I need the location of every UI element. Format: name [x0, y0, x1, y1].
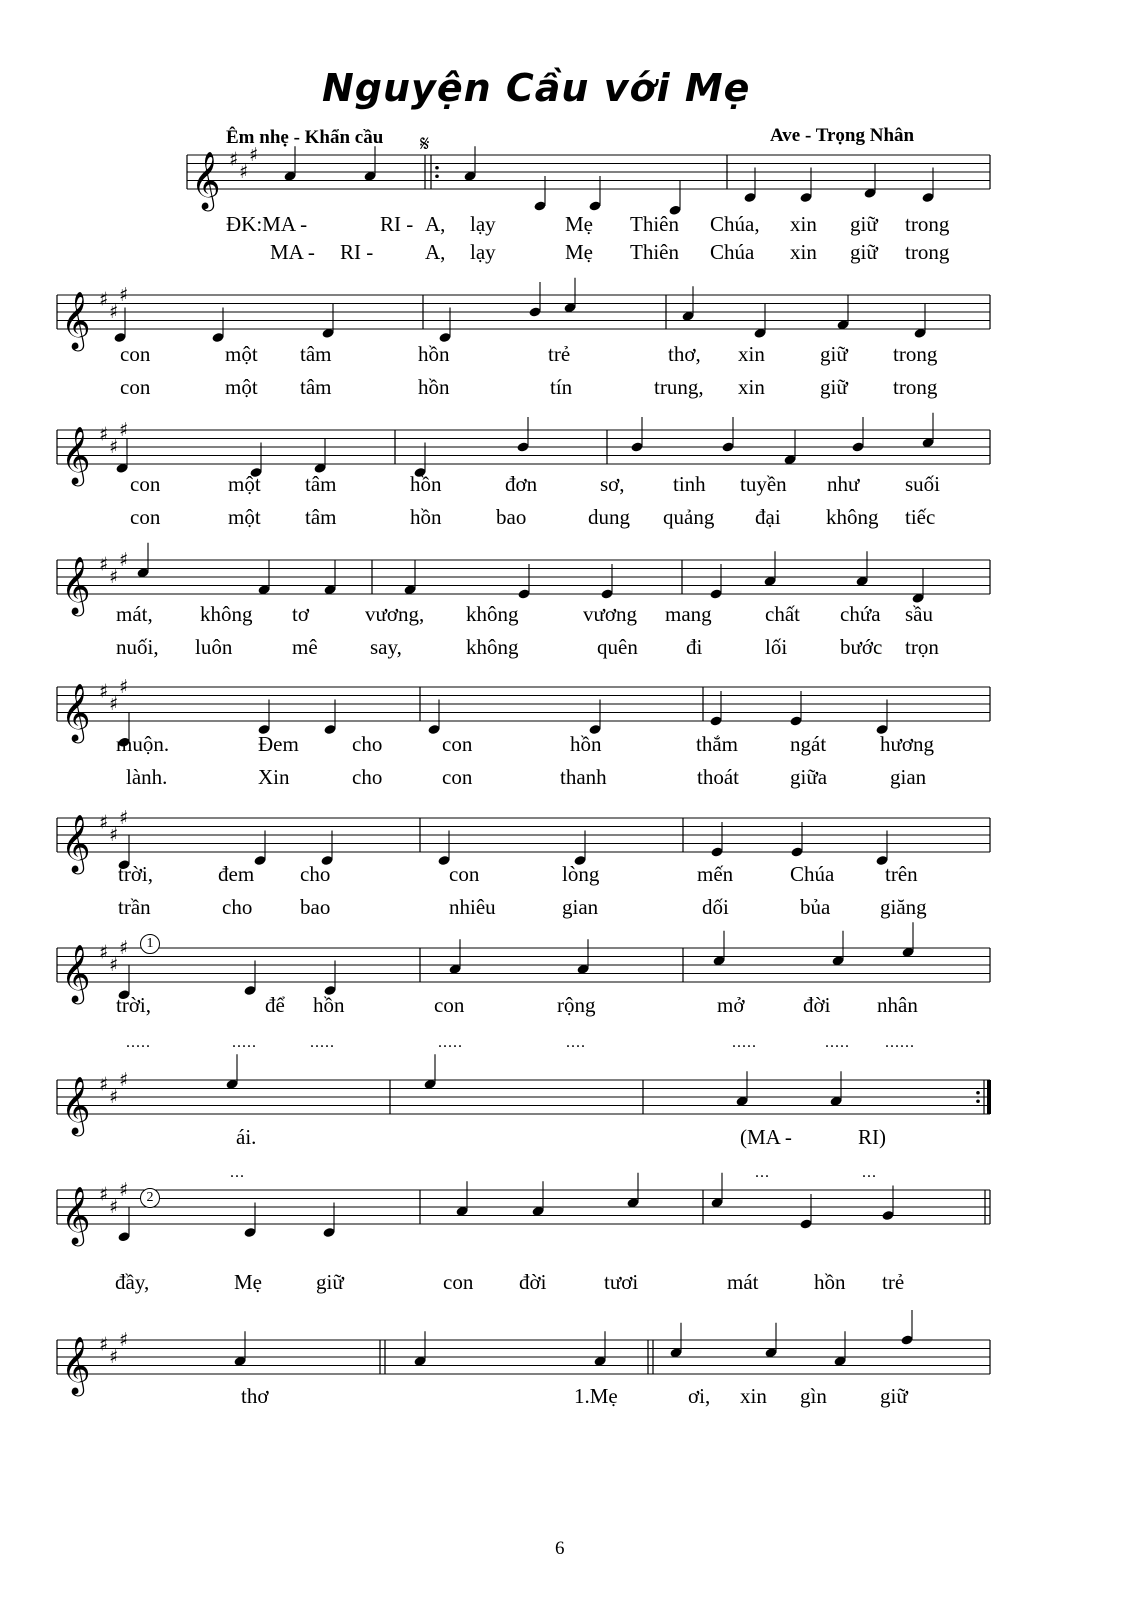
treble-clef-icon: 𝄞: [61, 1336, 91, 1394]
lyric-syllable: A,: [425, 240, 446, 264]
lyric-syllable: ơi,: [688, 1384, 711, 1408]
lyric-syllable: để: [265, 993, 285, 1017]
sharp-icon: ♯: [109, 1346, 119, 1368]
treble-clef-icon: 𝄞: [61, 944, 91, 1002]
lyric-placeholder: .....: [232, 1034, 257, 1051]
lyric-syllable: tâm: [300, 342, 332, 366]
lyric-syllable: tuyền: [740, 472, 787, 496]
lyric-syllable: xin: [740, 1384, 767, 1408]
lyric-syllable: đi: [686, 635, 703, 659]
lyric-syllable: cho: [352, 765, 383, 789]
lyric-syllable: cho: [352, 732, 383, 756]
lyric-syllable: hồn: [570, 732, 602, 756]
lyric-syllable: bủa: [800, 895, 831, 919]
lyric-syllable: tâm: [300, 375, 332, 399]
lyric-syllable: con: [449, 862, 480, 886]
lyric-syllable: thanh: [560, 765, 607, 789]
lyric-syllable: đơn: [505, 472, 538, 496]
lyric-syllable: Thiên: [630, 212, 679, 236]
lyric-syllable: Mẹ: [565, 240, 593, 264]
lyric-syllable: Chúa: [790, 862, 835, 886]
lyric-syllable: trong: [893, 342, 938, 366]
lyric-syllable: không: [200, 602, 253, 626]
treble-clef-icon: 𝄞: [61, 683, 91, 741]
lyric-syllable: cho: [222, 895, 253, 919]
sharp-icon: ♯: [99, 288, 109, 311]
lyric-syllable: lối: [765, 635, 788, 659]
lyric-syllable: trên: [885, 862, 918, 886]
repeat-barline: [987, 1080, 991, 1114]
lyric-syllable: mát: [727, 1270, 759, 1294]
lyric-syllable: đầy,: [115, 1270, 150, 1294]
repeat-dot: [435, 174, 439, 178]
sharp-icon: ♯: [119, 676, 129, 698]
lyric-syllable: giữ: [820, 342, 848, 366]
lyric-syllable: trời,: [118, 862, 154, 886]
lyric-syllable: con: [120, 342, 151, 366]
sharp-icon: ♯: [99, 680, 109, 703]
treble-clef-icon: 𝄞: [61, 291, 91, 349]
lyric-syllable: nuối,: [116, 635, 159, 659]
lyric-syllable: đời: [803, 993, 831, 1017]
lyric-syllable: bao: [300, 895, 331, 919]
lyric-syllable: luôn: [195, 635, 233, 659]
lyric-syllable: mê: [292, 635, 318, 659]
lyric-syllable: một: [228, 472, 261, 496]
sharp-icon: ♯: [119, 1069, 129, 1091]
lyric-syllable: lòng: [562, 862, 600, 886]
lyric-syllable: giữ: [850, 240, 878, 264]
lyric-syllable: chất: [765, 602, 800, 626]
lyric-syllable: hồn: [814, 1270, 846, 1294]
lyric-syllable: mở: [717, 993, 745, 1017]
lyric-syllable: lạy: [470, 212, 496, 236]
lyric-syllable: hồn: [418, 342, 450, 366]
lyric-syllable: vương,: [365, 602, 425, 626]
lyric-syllable: ngát: [790, 732, 827, 756]
lyric-syllable: muộn.: [116, 732, 170, 756]
lyric-syllable: thắm: [696, 732, 738, 756]
lyric-syllable: đại: [755, 505, 781, 529]
lyric-syllable: hương: [880, 732, 934, 756]
repeat-dot: [435, 166, 439, 170]
lyric-syllable: tơ: [292, 602, 309, 626]
lyric-syllable: trong: [893, 375, 938, 399]
lyric-syllable: MA -: [270, 240, 315, 264]
lyric-syllable: mát,: [116, 602, 153, 626]
lyric-syllable: trời,: [116, 993, 152, 1017]
lyric-syllable: chứa: [840, 602, 881, 626]
lyric-syllable: không: [466, 635, 519, 659]
sharp-icon: ♯: [119, 807, 129, 829]
lyric-syllable: một: [225, 375, 258, 399]
lyric-syllable: một: [225, 342, 258, 366]
lyric-placeholder: ....: [566, 1034, 586, 1051]
page-number: 6: [555, 1538, 565, 1559]
lyric-syllable: con: [443, 1270, 474, 1294]
lyric-syllable: nhiêu: [449, 895, 496, 919]
sharp-icon: ♯: [119, 284, 129, 306]
lyric-syllable: gìn: [800, 1384, 827, 1408]
lyric-syllable: sầu: [905, 602, 933, 626]
lyric-syllable: mến: [697, 862, 734, 886]
lyric-syllable: gian: [562, 895, 599, 919]
sharp-icon: ♯: [239, 161, 249, 183]
ending-2-marker: 2: [140, 1188, 160, 1208]
lyric-syllable: giữ: [850, 212, 878, 236]
lyric-syllable: Chúa: [710, 240, 755, 264]
lyric-syllable: quảng: [663, 505, 715, 529]
lyric-syllable: giữ: [820, 375, 848, 399]
treble-clef-icon: 𝄞: [61, 426, 91, 484]
treble-clef-icon: 𝄞: [191, 151, 221, 209]
lyric-syllable: nhân: [877, 993, 918, 1017]
lyric-syllable: (MA -: [740, 1125, 792, 1149]
lyric-placeholder: .....: [126, 1034, 151, 1051]
lyric-syllable: thơ,: [668, 342, 701, 366]
sharp-icon: ♯: [109, 1196, 119, 1218]
sharp-icon: ♯: [99, 423, 109, 446]
lyric-syllable: giăng: [880, 895, 927, 919]
segno-icon: 𝄋: [420, 132, 430, 157]
lyric-syllable: giữ: [880, 1384, 908, 1408]
lyric-syllable: hồn: [418, 375, 450, 399]
lyric-syllable: con: [120, 375, 151, 399]
sharp-icon: ♯: [99, 1073, 109, 1096]
lyric-syllable: Đem: [258, 732, 299, 756]
lyric-syllable: lạy: [470, 240, 496, 264]
lyric-syllable: hồn: [410, 472, 442, 496]
lyric-syllable: 1.Mẹ: [574, 1384, 618, 1408]
lyric-syllable: con: [130, 505, 161, 529]
sharp-icon: ♯: [99, 1333, 109, 1356]
treble-clef-icon: 𝄞: [61, 1076, 91, 1134]
lyric-syllable: vương: [583, 602, 637, 626]
sharp-icon: ♯: [109, 436, 119, 458]
lyric-syllable: dung: [588, 505, 630, 529]
lyric-syllable: một: [228, 505, 261, 529]
sharp-icon: ♯: [99, 553, 109, 576]
lyric-syllable: thơ: [241, 1384, 269, 1408]
lyric-syllable: hồn: [410, 505, 442, 529]
lyric-syllable: Xin: [258, 765, 290, 789]
lyric-syllable: Mẹ: [234, 1270, 262, 1294]
sharp-icon: ♯: [109, 301, 119, 323]
lyric-syllable: trần: [118, 895, 151, 919]
lyric-syllable: dối: [702, 895, 729, 919]
lyric-syllable: ĐK:MA -: [226, 212, 308, 236]
composer: Ave - Trọng Nhân: [770, 125, 915, 146]
sharp-icon: ♯: [99, 1183, 109, 1206]
sharp-icon: ♯: [119, 937, 129, 959]
lyric-syllable: thoát: [697, 765, 739, 789]
sharp-icon: ♯: [119, 1179, 129, 1201]
lyric-syllable: tâm: [305, 472, 337, 496]
sharp-icon: ♯: [119, 1329, 129, 1351]
lyric-syllable: Chúa,: [710, 212, 760, 236]
lyric-syllable: xin: [790, 240, 817, 264]
sharp-icon: ♯: [119, 419, 129, 441]
lyric-syllable: giữa: [790, 765, 828, 789]
lyric-syllable: cho: [300, 862, 331, 886]
lyric-syllable: trong: [905, 212, 950, 236]
sharp-icon: ♯: [109, 693, 119, 715]
lyric-syllable: đem: [218, 862, 255, 886]
lyric-syllable: bao: [496, 505, 527, 529]
lyric-syllable: A,: [425, 212, 446, 236]
repeat-dot: [976, 1099, 980, 1103]
lyric-syllable: không: [466, 602, 519, 626]
lyric-syllable: RI): [858, 1125, 886, 1149]
lyric-syllable: sơ,: [600, 472, 625, 496]
sharp-icon: ♯: [109, 1086, 119, 1108]
lyric-syllable: mang: [665, 602, 712, 626]
lyric-syllable: hồn: [313, 993, 345, 1017]
lyric-syllable: con: [442, 765, 473, 789]
lyric-syllable: tinh: [673, 472, 706, 496]
sharp-icon: ♯: [99, 811, 109, 834]
lyric-syllable: bước: [840, 635, 883, 659]
lyric-placeholder: ...: [862, 1164, 877, 1181]
lyric-syllable: con: [442, 732, 473, 756]
lyric-syllable: tín: [550, 375, 573, 399]
lyric-syllable: say,: [370, 635, 402, 659]
lyric-syllable: trong: [905, 240, 950, 264]
sharp-icon: ♯: [249, 144, 259, 166]
lyric-syllable: giữ: [316, 1270, 344, 1294]
lyric-syllable: xin: [790, 212, 817, 236]
lyric-placeholder: .....: [438, 1034, 463, 1051]
sharp-icon: ♯: [119, 549, 129, 571]
lyric-syllable: RI -: [340, 240, 374, 264]
lyric-syllable: lành.: [126, 765, 168, 789]
song-title: Nguyện Cầu với Mẹ: [322, 66, 751, 110]
lyric-syllable: con: [434, 993, 465, 1017]
lyric-syllable: trẻ: [882, 1270, 905, 1294]
treble-clef-icon: 𝄞: [61, 814, 91, 872]
lyric-syllable: tâm: [305, 505, 337, 529]
lyric-syllable: Mẹ: [565, 212, 593, 236]
lyric-syllable: trẻ: [548, 342, 571, 366]
lyric-placeholder: ...: [230, 1164, 245, 1181]
lyric-syllable: quên: [597, 635, 638, 659]
lyric-placeholder: ...: [755, 1164, 770, 1181]
lyric-syllable: RI -: [380, 212, 414, 236]
sharp-icon: ♯: [109, 954, 119, 976]
sharp-icon: ♯: [99, 941, 109, 964]
lyric-syllable: đời: [519, 1270, 547, 1294]
lyric-placeholder: .....: [310, 1034, 335, 1051]
lyric-placeholder: ......: [885, 1034, 915, 1051]
treble-clef-icon: 𝄞: [61, 1186, 91, 1244]
lyric-syllable: tươi: [604, 1270, 639, 1294]
lyric-syllable: xin: [738, 375, 765, 399]
tempo-marking: Êm nhẹ - Khẩn cầu: [226, 127, 384, 148]
lyric-syllable: gian: [890, 765, 927, 789]
lyric-placeholder: .....: [825, 1034, 850, 1051]
repeat-dot: [976, 1091, 980, 1095]
lyric-syllable: không: [826, 505, 879, 529]
lyric-syllable: rộng: [557, 993, 596, 1017]
lyric-syllable: trung,: [654, 375, 704, 399]
sharp-icon: ♯: [229, 148, 239, 171]
lyric-syllable: xin: [738, 342, 765, 366]
lyric-syllable: như: [827, 472, 860, 496]
lyric-syllable: Thiên: [630, 240, 679, 264]
lyric-syllable: tiếc: [905, 505, 936, 529]
treble-clef-icon: 𝄞: [61, 556, 91, 614]
lyric-syllable: suối: [905, 472, 941, 496]
lyric-syllable: trọn: [905, 635, 939, 659]
ending-1-marker: 1: [140, 934, 160, 954]
sharp-icon: ♯: [109, 824, 119, 846]
sharp-icon: ♯: [109, 566, 119, 588]
lyric-syllable: con: [130, 472, 161, 496]
lyric-syllable: ái.: [236, 1125, 257, 1149]
lyric-placeholder: .....: [732, 1034, 757, 1051]
